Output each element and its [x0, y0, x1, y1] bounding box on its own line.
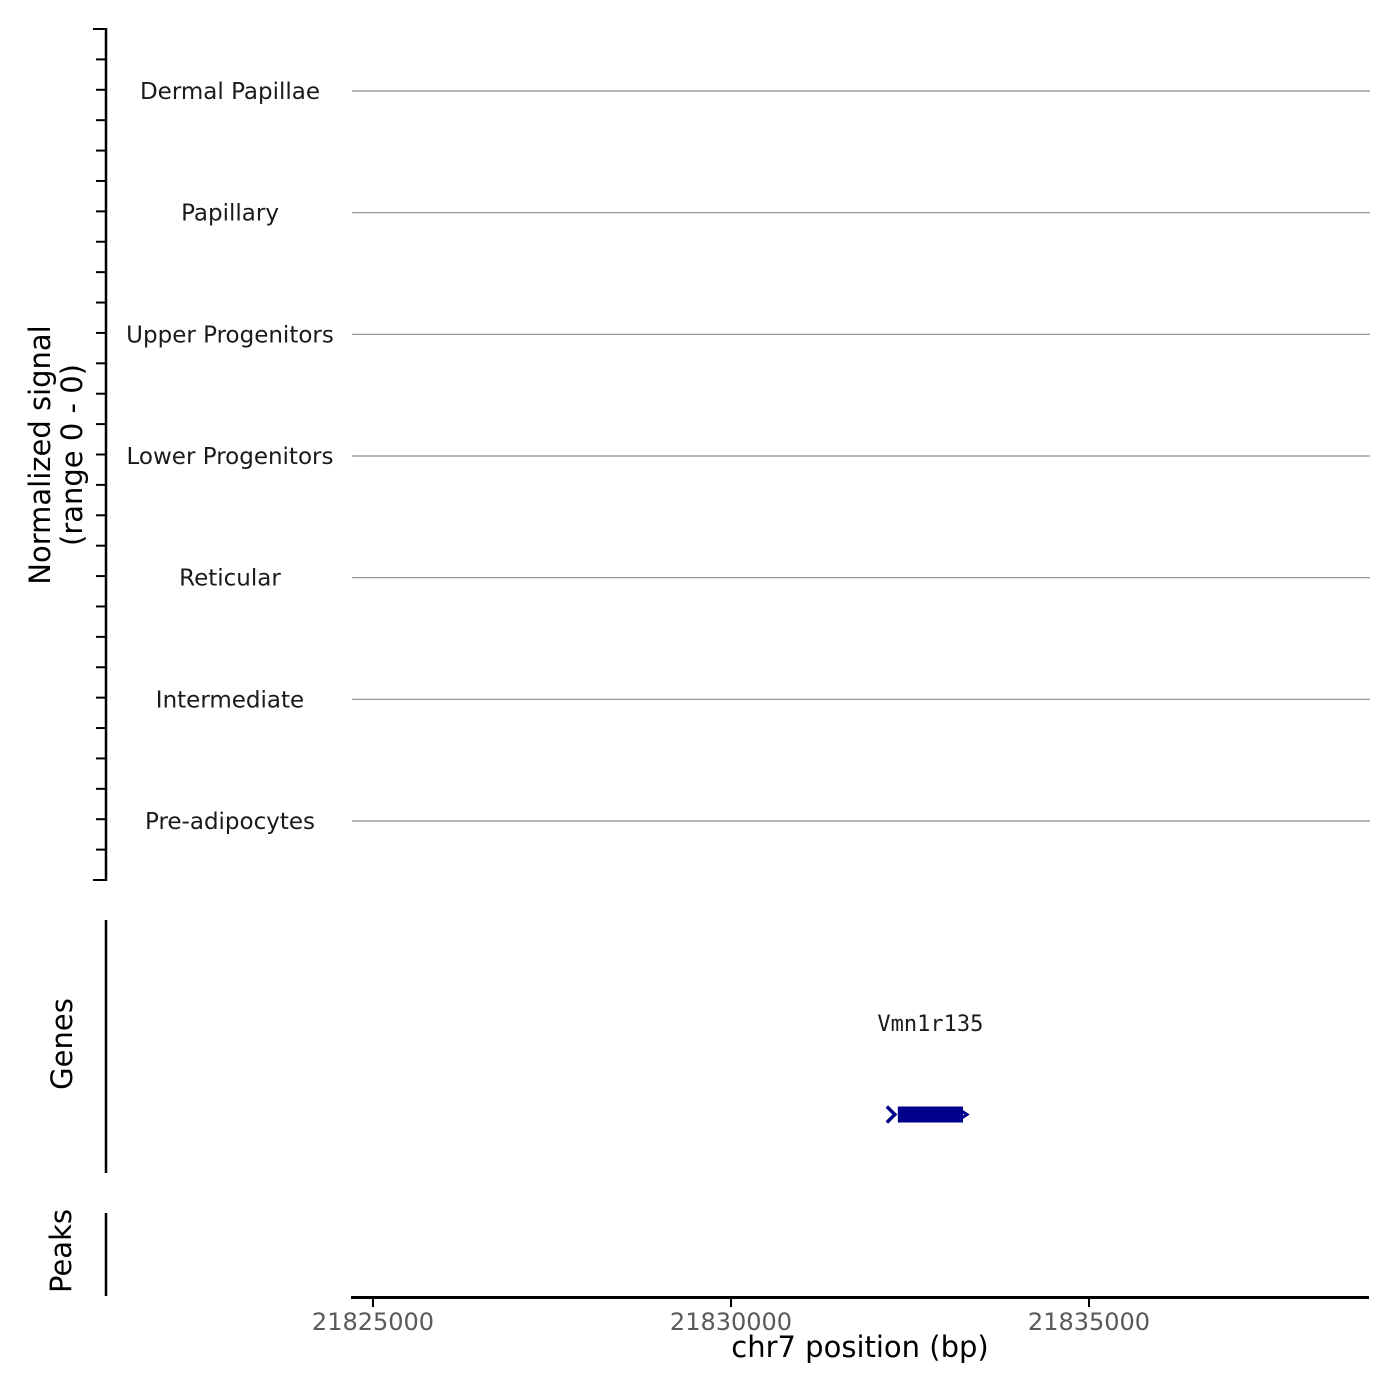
gene-strand-arrow-left	[887, 1107, 895, 1123]
x-tick-label: 21835000	[1027, 1308, 1151, 1336]
y-axis-title-line1: Normalized signal	[23, 325, 57, 585]
gene-body	[898, 1107, 963, 1123]
track-baselines	[352, 91, 1370, 821]
x-axis-title: chr7 position (bp)	[731, 1330, 989, 1364]
y-axis-title-line2: (range 0 - 0)	[55, 364, 89, 546]
track-label: Lower Progenitors	[126, 444, 334, 471]
x-tick-label: 21830000	[669, 1308, 793, 1336]
track-label: Intermediate	[155, 687, 305, 714]
track-labels	[126, 79, 334, 835]
genes-section-label: Genes	[45, 998, 79, 1090]
signal-y-axis-ticks	[93, 29, 106, 880]
x-tick-label: 21825000	[311, 1308, 435, 1336]
track-label: Dermal Papillae	[139, 79, 321, 105]
peaks-section-label: Peaks	[44, 1209, 78, 1293]
track-label: Papillary	[181, 200, 279, 227]
track-label: Pre-adipocytes	[144, 809, 316, 836]
gene-label: Vmn1r135	[877, 1012, 984, 1037]
gene-glyphs	[877, 1012, 983, 1123]
track-label: Reticular	[179, 565, 281, 592]
track-label: Upper Progenitors	[126, 322, 334, 349]
